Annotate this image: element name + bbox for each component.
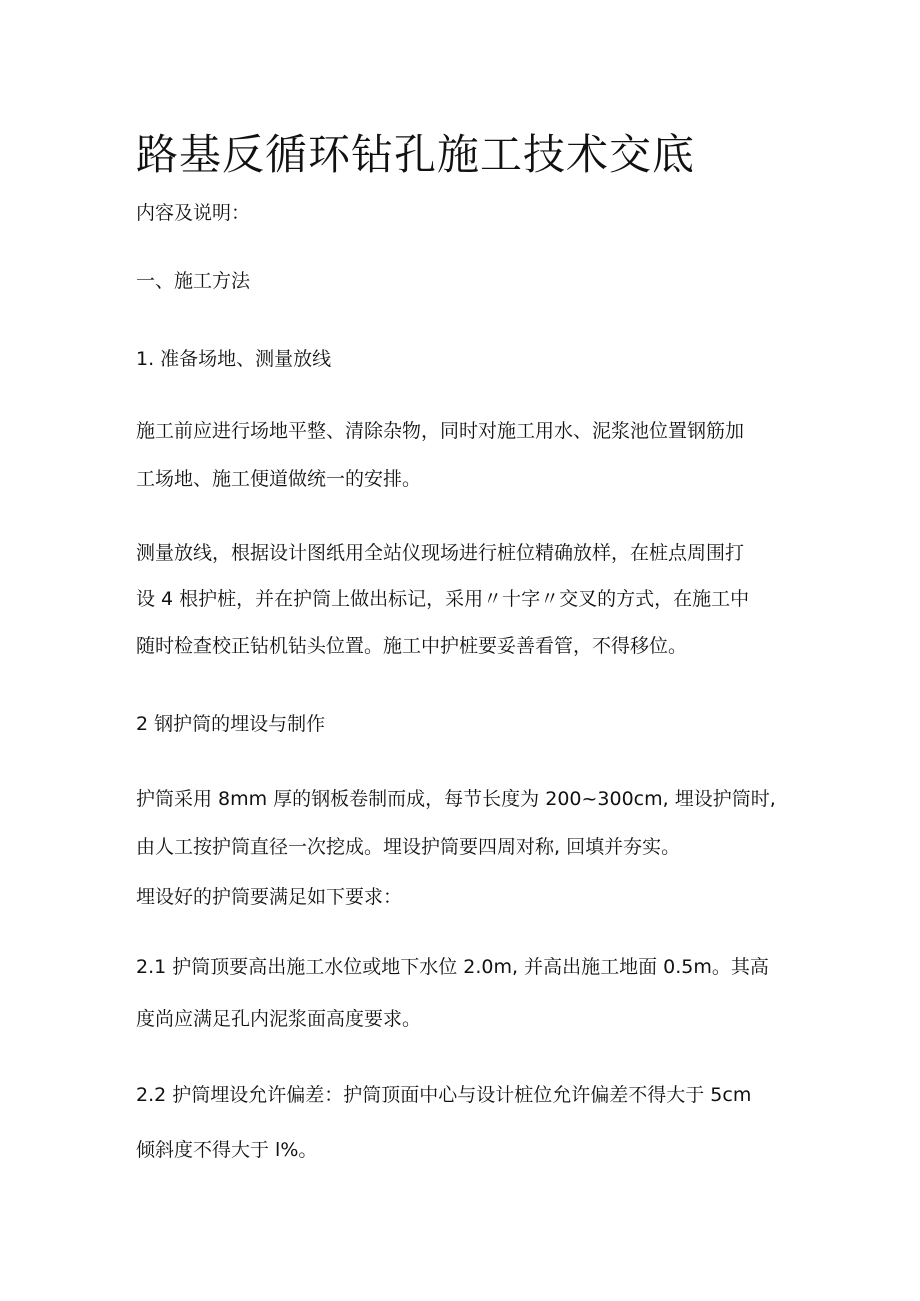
- paragraph-line: 设 4 根护桩，并在护筒上做出标记，采用〃十字〃交叉的方式，在施工中: [136, 588, 750, 610]
- section-heading-construction-method: 一、施工方法: [136, 270, 251, 292]
- item-heading-steel-casing: 2 钢护筒的埋设与制作: [136, 713, 326, 735]
- document-title: 路基反循环钻孔施工技术交底: [136, 130, 696, 179]
- paragraph-line: 由人工按护筒直径一次挖成。埋设护筒要四周对称, 回填并夯实。: [136, 836, 681, 858]
- subtitle: 内容及说明：: [136, 202, 251, 224]
- requirement-2-2-line: 倾斜度不得大于 l%。: [136, 1139, 318, 1161]
- paragraph-line: 施工前应进行场地平整、清除杂物，同时对施工用水、泥浆池位置钢筋加: [136, 420, 745, 442]
- requirement-2-1-line: 度尚应满足孔内泥浆面高度要求。: [136, 1008, 422, 1030]
- requirement-2-1-line: 2.1 护筒顶要高出施工水位或地下水位 2.0m, 并高出施工地面 0.5m。其高: [136, 956, 769, 978]
- paragraph-line: 工场地、施工便道做统一的安排。: [136, 468, 422, 490]
- paragraph-line: 测量放线，根据设计图纸用全站仪现场进行桩位精确放样，在桩点周围打: [136, 542, 745, 564]
- paragraph-line: 埋设好的护筒要满足如下要求：: [136, 886, 403, 908]
- paragraph-line: 护筒采用 8mm 厚的钢板卷制而成，每节长度为 200~300cm, 埋设护筒时,: [136, 788, 776, 810]
- item-heading-site-preparation: 1. 准备场地、测量放线: [136, 348, 332, 370]
- requirement-2-2-line: 2.2 护筒埋设允许偏差：护筒顶面中心与设计桩位允许偏差不得大于 5cm: [136, 1084, 752, 1106]
- paragraph-line: 随时检查校正钻机钻头位置。施工中护桩要妥善看管，不得移位。: [136, 635, 688, 657]
